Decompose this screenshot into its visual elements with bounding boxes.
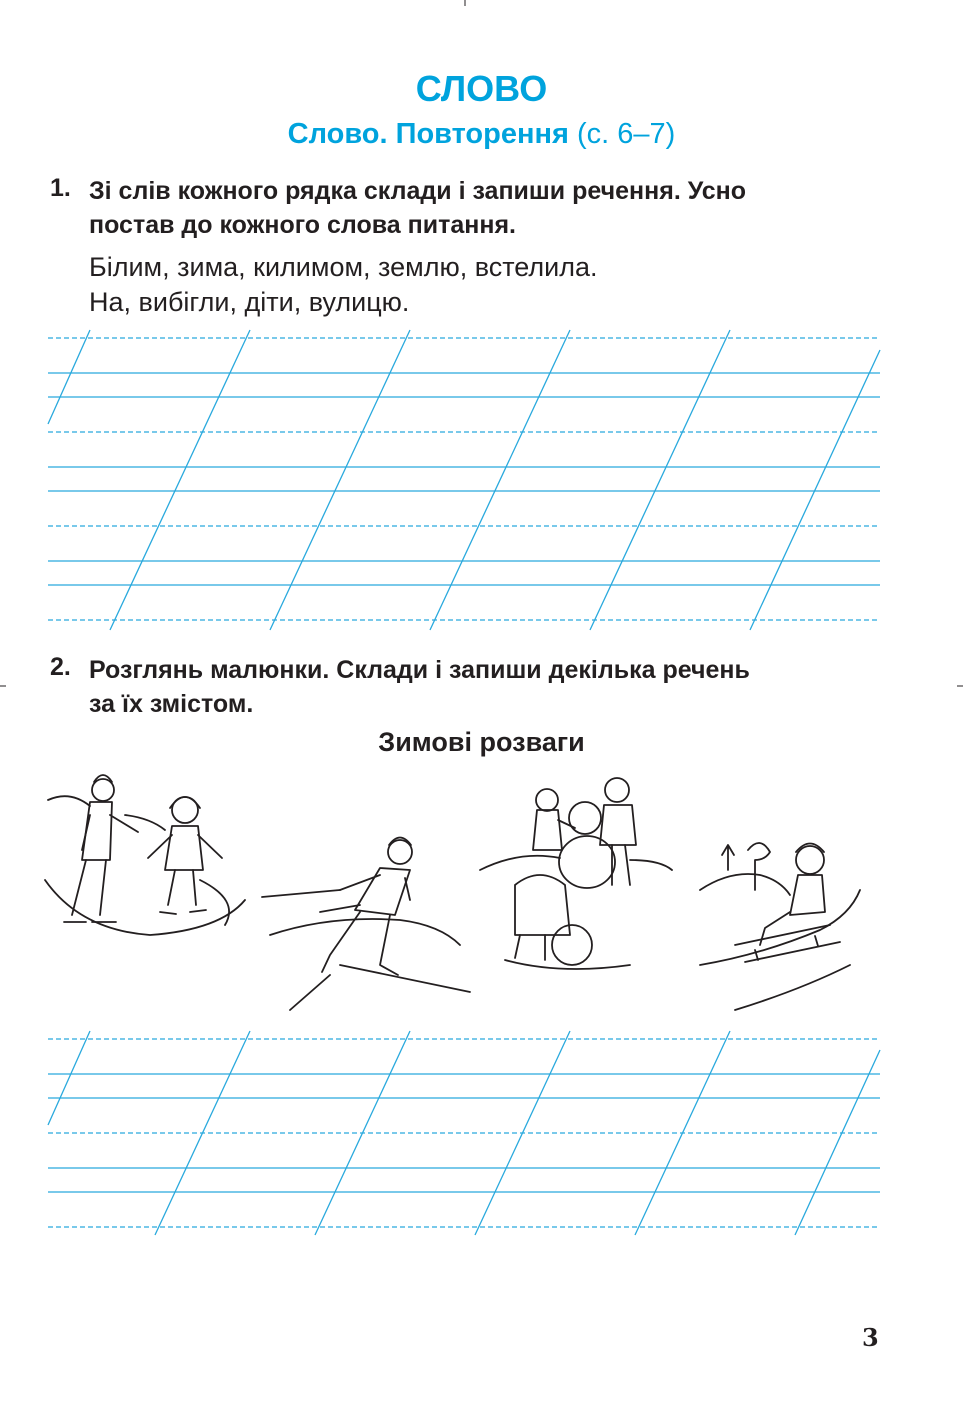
- skis: [290, 965, 470, 1010]
- hood: [170, 797, 200, 808]
- slant-line: [795, 1050, 880, 1235]
- head: [605, 778, 629, 802]
- ice-mark: [200, 880, 229, 925]
- snowman-head: [569, 802, 601, 834]
- arms: [340, 875, 410, 900]
- word-row: На, вибігли, діти, вулицю.: [89, 287, 410, 317]
- skates: [160, 910, 206, 914]
- arms: [148, 835, 222, 858]
- jacket: [790, 875, 825, 915]
- fur-coat: [515, 875, 570, 935]
- lesson-title: Слово. Повторення: [287, 118, 569, 150]
- legs: [168, 870, 196, 905]
- slope: [700, 890, 860, 1010]
- instruction-line: за їх змістом.: [89, 690, 254, 718]
- page-number: 3: [862, 1323, 879, 1352]
- ski-poles: [262, 890, 360, 912]
- head: [796, 846, 824, 874]
- sledding-scene: [700, 843, 860, 1010]
- snowman-scene: [480, 778, 672, 969]
- skating-scene: [45, 775, 245, 935]
- legs: [72, 860, 106, 915]
- head: [92, 779, 114, 801]
- word-row: Білим, зима, килимом, землю, встелила.: [89, 252, 598, 282]
- legs: [760, 912, 790, 945]
- task-number: 1.: [50, 174, 71, 202]
- snow-hill: [270, 919, 460, 945]
- slant-line: [750, 350, 880, 630]
- small-tree: [722, 845, 734, 870]
- instruction-line: Розглянь малюнки. Склади і запиши декілька речень: [89, 656, 750, 684]
- section-title: СЛОВО: [415, 68, 548, 109]
- instruction-line: постав до кожного слова питання.: [89, 211, 516, 239]
- slant-line: [48, 1031, 90, 1125]
- slant-line: [48, 330, 90, 424]
- coat: [600, 805, 636, 845]
- snowball: [552, 925, 592, 965]
- head: [536, 789, 558, 811]
- illustration-title: Зимові розваги: [378, 727, 585, 757]
- textbook-pages: (с. 6–7): [577, 118, 676, 150]
- instruction-line: Зі слів кожного рядка склади і запиши речення. Усно: [89, 177, 746, 205]
- jacket: [165, 826, 203, 870]
- writing-grid-2: [48, 1031, 880, 1235]
- task-number: 2.: [50, 653, 71, 681]
- tree: [748, 843, 770, 890]
- legs: [515, 935, 545, 960]
- skiing-scene: [262, 838, 470, 1011]
- snowman-body: [559, 836, 615, 888]
- writing-grid-1: [48, 330, 880, 630]
- snow-bank: [700, 874, 790, 895]
- jacket: [355, 868, 410, 915]
- coat: [533, 810, 562, 850]
- head: [388, 840, 412, 864]
- snow-bank: [480, 856, 672, 870]
- winter-illustrations: [45, 775, 860, 1010]
- sled: [735, 925, 840, 962]
